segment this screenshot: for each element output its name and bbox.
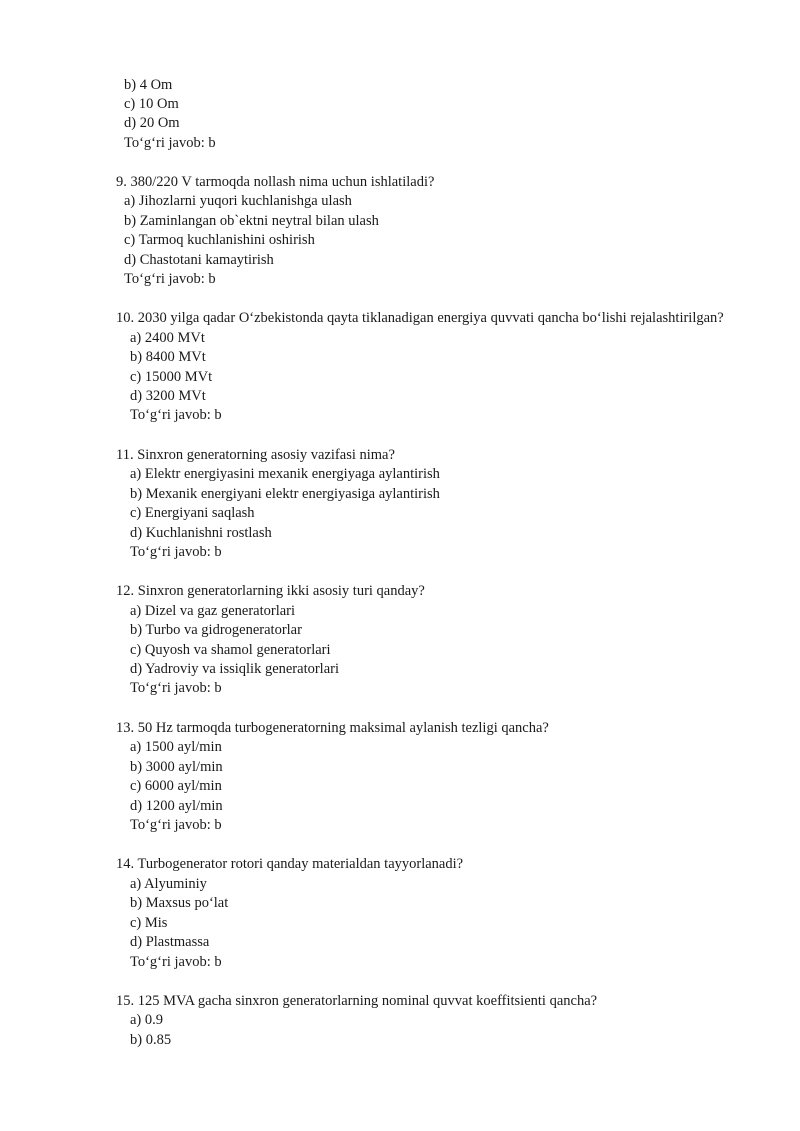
option-line: b) 8400 MVt (130, 349, 206, 365)
option-line: a) Dizel va gaz generatorlari (130, 603, 296, 619)
option-line: c) 10 Om (124, 96, 179, 112)
question-text: 10. 2030 yilga qadar O‘zbekistonda qayta tiklanadigan energiya quvvati qancha bo‘lishi rejalashtirilgan? (116, 310, 724, 326)
question-text: 13. 50 Hz tarmoqda turbogeneratorning maksimal aylanish tezligi qancha? (116, 720, 549, 736)
option-line: d) Kuchlanishni rostlash (130, 525, 272, 541)
option-line: a) 1500 ayl/min (130, 739, 222, 755)
option-line: b) Maxsus po‘lat (130, 895, 229, 911)
option-line: d) Yadroviy va issiqlik generatorlari (130, 661, 340, 677)
option-line: c) 15000 MVt (130, 369, 213, 385)
question-text: 15. 125 MVA gacha sinxron generatorlarning nominal quvvat koeffitsienti qancha? (116, 993, 598, 1009)
option-line: a) Jihozlarni yuqori kuchlanishga ulash (124, 193, 352, 209)
option-line: b) Zaminlangan ob`ektni neytral bilan ulash (124, 213, 379, 229)
question-text: 11. Sinxron generatorning asosiy vazifasi nima? (116, 447, 395, 463)
question-text: 12. Sinxron generatorlarning ikki asosiy turi qanday? (116, 583, 425, 599)
option-line: a) Elektr energiyasini mexanik energiyaga aylantirish (130, 466, 440, 482)
question-text: 9. 380/220 V tarmoqda nollash nima uchun ishlatiladi? (116, 174, 435, 190)
option-line: c) Mis (130, 915, 168, 931)
answer-line: To‘g‘ri javob: b (130, 680, 222, 696)
option-line: b) 0.85 (130, 1032, 172, 1048)
option-line: b) Mexanik energiyani elektr energiyasiga aylantirish (130, 486, 440, 502)
answer-line: To‘g‘ri javob: b (124, 135, 216, 151)
answer-line: To‘g‘ri javob: b (130, 544, 222, 560)
answer-line: To‘g‘ri javob: b (130, 407, 222, 423)
option-line: a) 0.9 (130, 1012, 164, 1028)
option-line: b) Turbo va gidrogeneratorlar (130, 622, 302, 638)
answer-line: To‘g‘ri javob: b (130, 954, 222, 970)
option-line: c) Energiyani saqlash (130, 505, 255, 521)
option-line: a) Alyuminiy (130, 876, 207, 892)
option-line: d) 20 Om (124, 115, 180, 131)
option-line: a) 2400 MVt (130, 330, 205, 346)
answer-line: To‘g‘ri javob: b (124, 271, 216, 287)
option-line: d) 1200 ayl/min (130, 798, 223, 814)
option-line: b) 3000 ayl/min (130, 759, 223, 775)
answer-line: To‘g‘ri javob: b (130, 817, 222, 833)
option-line: d) Chastotani kamaytirish (124, 252, 274, 268)
option-line: d) Plastmassa (130, 934, 210, 950)
option-line: b) 4 Om (124, 77, 173, 93)
option-line: c) Tarmoq kuchlanishini oshirish (124, 232, 315, 248)
option-line: d) 3200 MVt (130, 388, 206, 404)
option-line: c) Quyosh va shamol generatorlari (130, 642, 331, 658)
option-line: c) 6000 ayl/min (130, 778, 222, 794)
question-text: 14. Turbogenerator rotori qanday materialdan tayyorlanadi? (116, 856, 464, 872)
